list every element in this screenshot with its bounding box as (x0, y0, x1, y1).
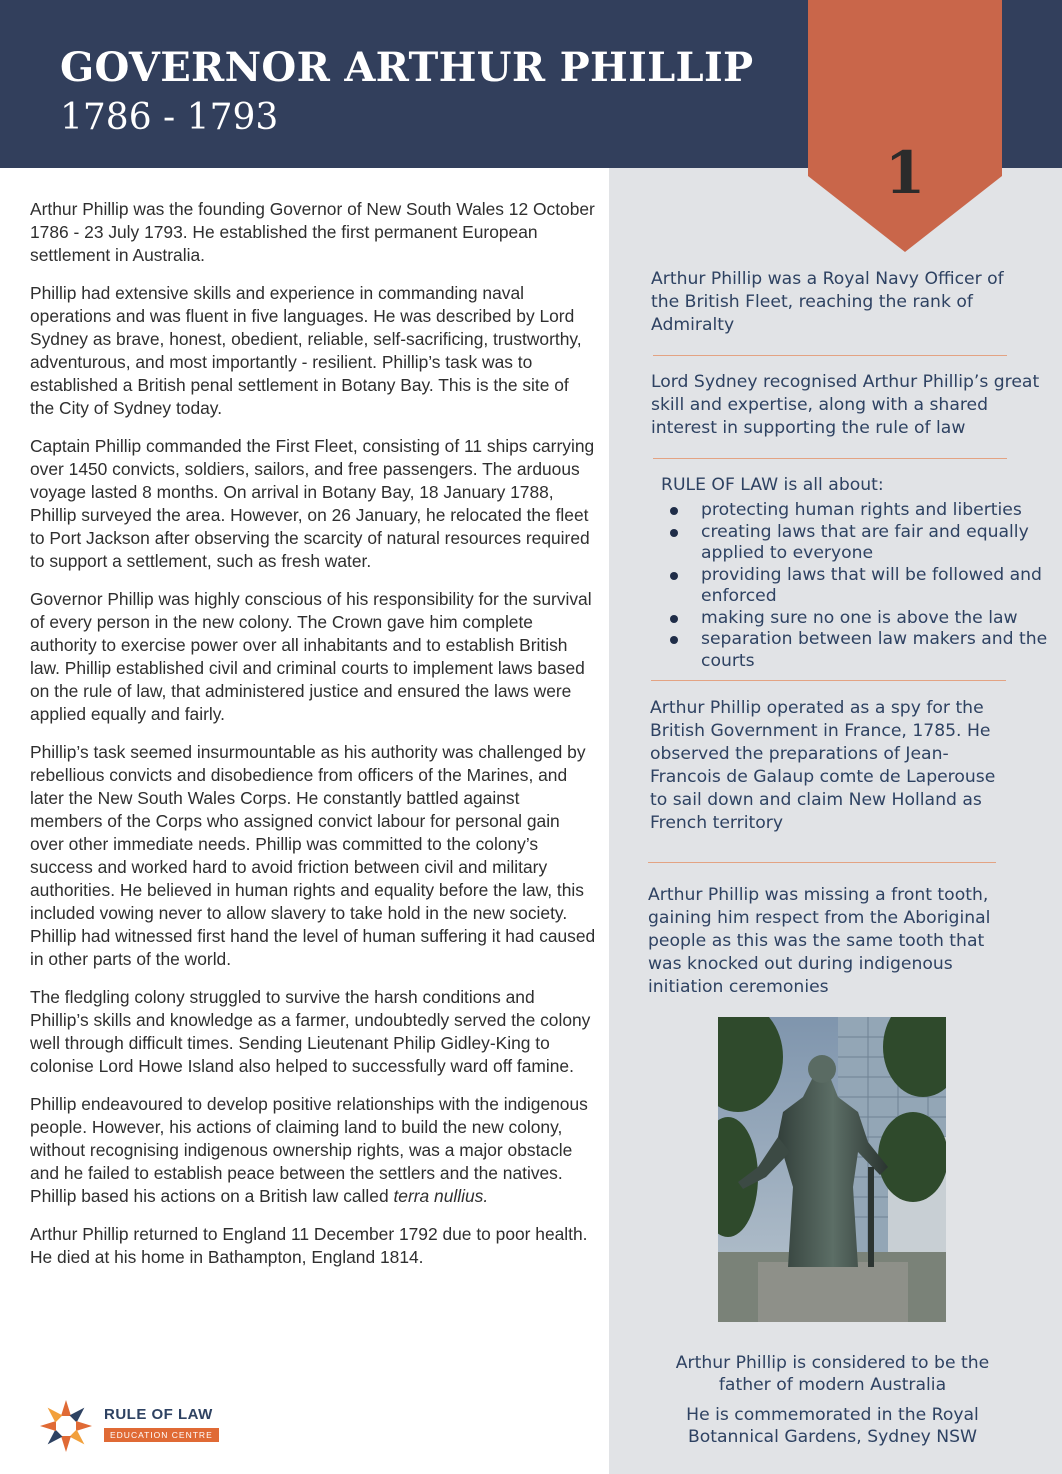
number-ribbon (808, 0, 1002, 252)
bullet-icon (670, 615, 678, 623)
divider (653, 355, 1007, 356)
main-paragraph-1: Arthur Phillip was the founding Governor of New South Wales 12 October 1786 - 23 July 1793. He established the first permanent European settlement in Australia. (30, 199, 595, 265)
main-paragraph-4: Governor Phillip was highly conscious of his responsibility for the survival of every person in the new colony. The Crown gave him complete authority to exercise power over all inhabitants and to establish British law. Phillip established civil and criminal courts to implement laws based on the rule of law, that administered justice and ensured the laws were applied equally and fairly. (30, 589, 592, 724)
main-paragraph-7-text: Phillip endeavoured to develop positive relationships with the indigenous people. However, his actions of claiming land to build the new colony, without recognising indigenous ownership rights, was a major obstacle and he failed to establish peace between the settlers and the natives. Phillip based his actions on a British law called (30, 1094, 588, 1206)
bullet-icon (670, 507, 678, 515)
sidebar-fact-tooth-text: Arthur Phillip was missing a front tooth, gaining him respect from the Aboriginal people as this was the same tooth that was knocked out during indigenous initiation ceremonies (648, 885, 991, 997)
ribbon-number: 1 (884, 139, 926, 207)
sidebar-fact-navy (651, 268, 1013, 337)
list-item (651, 500, 1051, 522)
page-years: 1786 - 1793 (60, 97, 279, 138)
bullet-icon (670, 529, 678, 537)
sidebar-fact-sydney (651, 371, 1046, 440)
caption-father: Arthur Phillip is considered to be the father of modern Australia (675, 1353, 990, 1395)
sidebar-fact-tooth (648, 884, 1010, 999)
caption-commemorated: He is commemorated in the Royal Botannical Gardens, Sydney NSW (686, 1405, 979, 1447)
main-paragraph-5: Phillip’s task seemed insurmountable as his authority was challenged by rebellious convicts and disobedience from officers of the Marines, and later the New South Wales Corps. He constantly battled against members of the Corps who assigned convict labour for personal gain over other immediate needs. Phillip was committed to the colony’s success and worked hard to avoid friction between civil and military authorities. He believed in human rights and equality before the law, this included vowing never to allow slavery to take hold in the new society. Phillip had witnessed first hand the level of human suffering it had caused in other parts of the world. (30, 742, 596, 969)
sidebar-fact-sydney-text: Lord Sydney recognised Arthur Phillip’s great skill and expertise, along with a shared interest in supporting the rule of law (651, 372, 1040, 438)
main-paragraph-8: Arthur Phillip returned to England 11 December 1792 due to poor health. He died at his home in Bathampton, England 1814. (30, 1224, 588, 1267)
sidebar-fact-spy (650, 697, 1005, 835)
main-paragraph-2: Phillip had extensive skills and experience in commanding naval operations and was fluent in five languages. He was described by Lord Sydney as brave, honest, obedient, reliable, self-sacrificing, trustworthy, adventurous, and most importantly - resilient. Phillip’s task was to established a British penal settlement in Botany Bay. This is the site of the City of Sydney today. (30, 283, 582, 418)
statue-photo (718, 1017, 946, 1322)
main-paragraph-3: Captain Phillip commanded the First Fleet, consisting of 11 ships carrying over 1450 convicts, soldiers, sailors, and free passengers. The arduous voyage lasted 8 months. On arrival in Botany Bay, 18 January 1788, Phillip surveyed the area. However, on 26 January, he relocated the fleet to Port Jackson after observing the scarcity of natural resources required to support a settlement, such as fresh water. (30, 436, 595, 571)
bullet-icon (670, 636, 678, 644)
page-title: GOVERNOR ARTHUR PHILLIP (60, 44, 754, 91)
statue-image (718, 1017, 946, 1322)
list-item (651, 522, 1051, 565)
bullet-icon (670, 572, 678, 580)
list-item-text: making sure no one is above the law (701, 607, 1018, 628)
main-text (30, 198, 596, 1284)
logo-star-icon (38, 1398, 98, 1454)
divider (648, 862, 996, 863)
list-item (651, 629, 1051, 672)
list-item-text: providing laws that will be followed and enforced (701, 564, 1042, 606)
list-item-text: separation between law makers and the courts (701, 629, 1048, 671)
main-paragraph-7-italic: terra nullius. (393, 1186, 489, 1206)
list-item (651, 608, 1051, 630)
rule-of-law-logo (38, 1398, 228, 1454)
list-item-text: creating laws that are fair and equally applied to everyone (701, 521, 1029, 563)
ribbon-shape (808, 0, 1002, 252)
logo-subtitle: EDUCATION CENTRE (104, 1428, 219, 1442)
main-paragraph-6: The fledgling colony struggled to survive the harsh conditions and Phillip’s skills and knowledge as a farmer, undoubtedly served the colony well through difficult times. Sending Lieutenant Philip Gidley-King to colonise Lord Howe Island also helped to successfully ward off famine. (30, 987, 591, 1076)
divider (653, 458, 1007, 459)
main-paragraph-7 (30, 1093, 596, 1208)
list-item-text: protecting human rights and liberties (701, 500, 1022, 520)
rule-of-law-heading: RULE OF LAW is all about: (661, 475, 884, 495)
rule-of-law-list (651, 474, 1051, 672)
sidebar-fact-spy-text: Arthur Phillip operated as a spy for the British Government in France, 1785. He observed the preparations of Jean-Francois de Galaup comte de Laperouse to sail down and claim New Holland as French territory (650, 698, 996, 833)
sidebar-fact-navy-text: Arthur Phillip was a Royal Navy Officer of the British Fleet, reaching the rank of Admiralty (651, 269, 1004, 335)
logo-name: RULE OF LAW (104, 1406, 213, 1423)
divider (651, 680, 1006, 681)
list-item (651, 565, 1051, 608)
